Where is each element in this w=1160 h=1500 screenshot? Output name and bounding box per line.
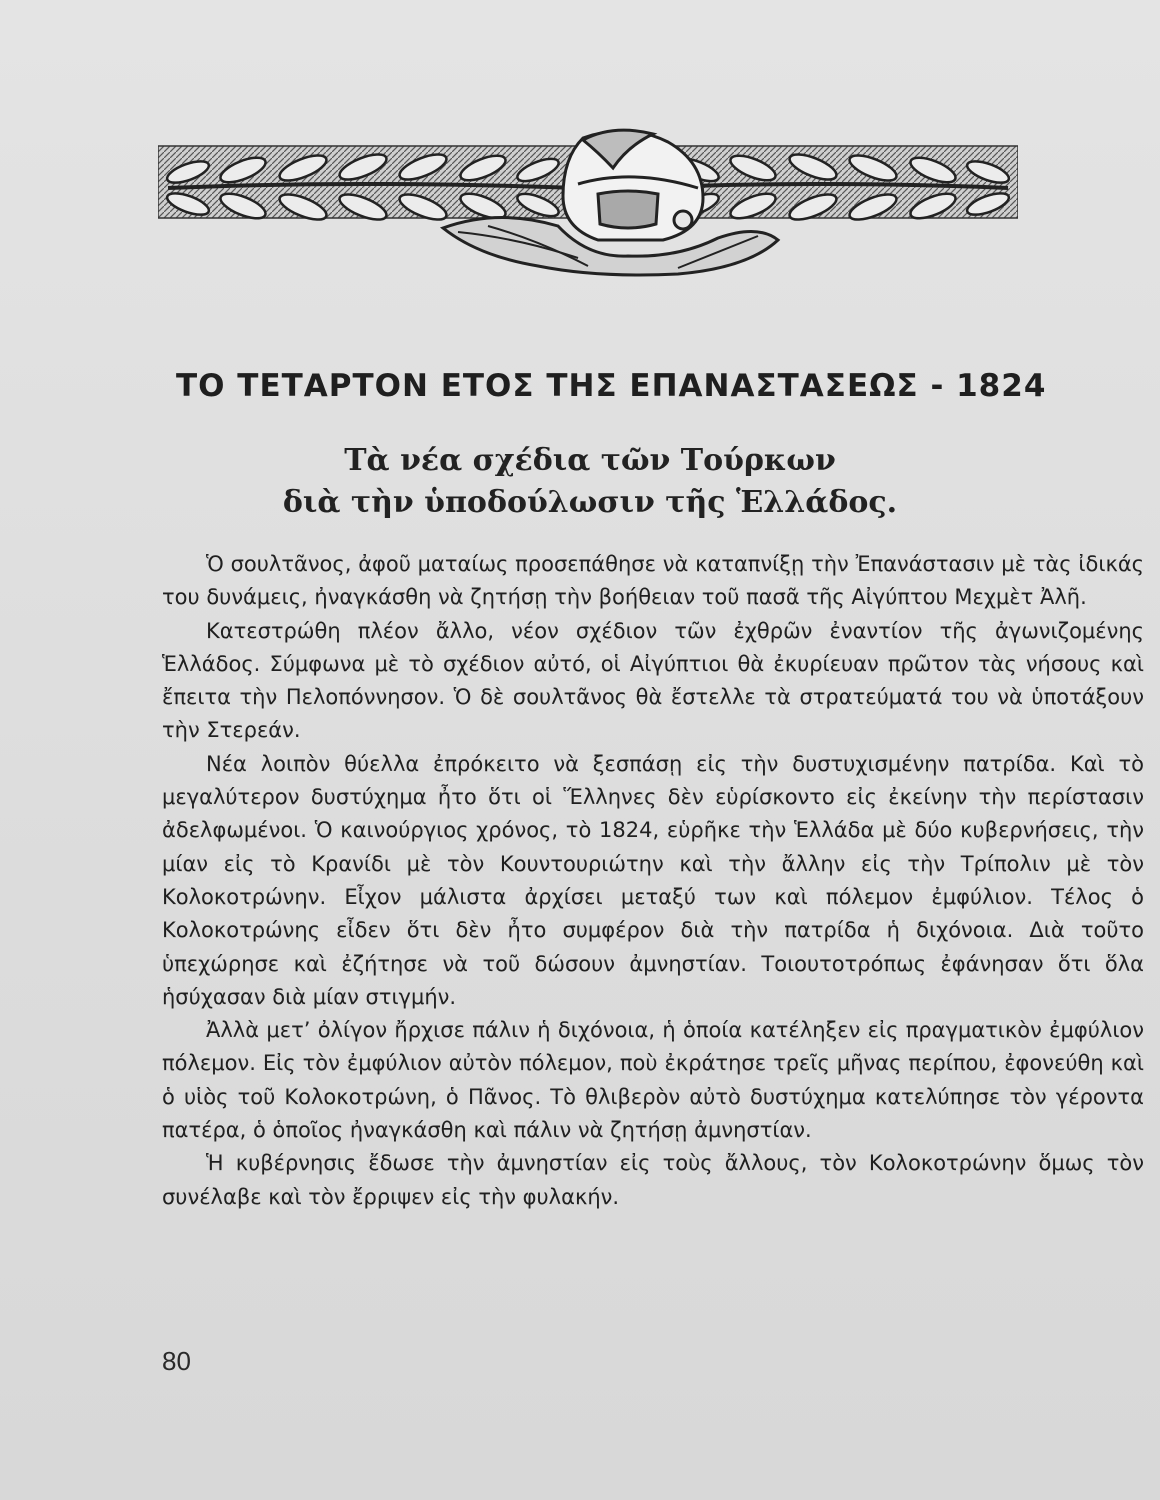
- paragraph: Ἡ κυβέρνησις ἔδωσε τὴν ἀμνηστίαν εἰς τοὺς ἄλλους, τὸν Κολοκοτρώνην ὅμως τὸν συνέλαβε καὶ τὸν ἔρριψεν εἰς τὴν φυλακήν.: [162, 1151, 1144, 1209]
- subtitle-line-1: Τὰ νέα σχέδια τῶν Τούρκων: [344, 443, 836, 478]
- chapter-subtitle: [230, 440, 950, 524]
- subtitle-line-2: διὰ τὴν ὑποδούλωσιν τῆς Ἑλλάδος.: [282, 485, 898, 520]
- paragraph: Ὁ σουλτᾶνος, ἀφοῦ ματαίως προσεπάθησε νὰ καταπνίξῃ τὴν Ἐπανάστασιν μὲ τὰς ἰδικάς του δυνάμεις, ἠναγκάσθη νὰ ζητήσῃ τὴν βοήθειαν τοῦ πασᾶ τῆς Αἰγύπτου Μεχμὲτ Ἀλῆ.: [162, 552, 1144, 610]
- body-text: [162, 548, 1144, 1214]
- page-number: 80: [162, 1346, 191, 1376]
- helmet-laurel-ornament-icon: [158, 128, 1018, 278]
- chapter-title: ΤΟ ΤΕΤΑΡΤΟΝ ΕΤΟΣ ΤΗΣ ΕΠΑΝΑΣΤΑΣΕΩΣ - 1824: [176, 368, 1047, 404]
- paragraph: Κατεστρώθη πλέον ἄλλο, νέον σχέδιον τῶν ἐχθρῶν ἐναντίον τῆς ἀγωνιζομένης Ἑλλάδος. Σύμφωνα μὲ τὸ σχέδιον αὐτό, οἱ Αἰγύπτιοι θὰ ἐκυρίευαν πρῶτον τὰς νήσους καὶ ἔπειτα τὴν Πελοπόννησον. Ὁ δὲ σουλτᾶνος θὰ ἔστελλε τὰ στρατεύματά του νὰ ὑποτάξουν τὴν Στερεάν.: [162, 618, 1144, 743]
- paragraph: Νέα λοιπὸν θύελλα ἐπρόκειτο νὰ ξεσπάσῃ εἰς τὴν δυστυχισμένην πατρίδα. Καὶ τὸ μεγαλύτερον δυστύχημα ἦτο ὅτι οἱ Ἕλληνες δὲν εὑρίσκοντο εἰς ἐκείνην τὴν περίστασιν ἀδελφωμένοι. Ὁ καινούργιος χρόνος, τὸ 1824, εὑρῆκε τὴν Ἑλλάδα μὲ δύο κυβερνήσεις, τὴν μίαν εἰς τὸ Κρανίδι μὲ τὸν Κουντουριώτην καὶ τὴν ἄλλην εἰς τὴν Τρίπολιν μὲ τὸν Κολοκοτρώνην. Εἶχον μάλιστα ἀρχίσει μεταξύ των καὶ πόλεμον ἐμφύλιον. Τέλος ὁ Κολοκοτρώνης εἶδεν ὅτι δὲν ἦτο συμφέρον διὰ τὴν πατρίδα ἡ διχόνοια. Διὰ τοῦτο ὑπεχώρησε καὶ ἐζήτησε νὰ τοῦ δώσουν ἀμνηστίαν. Τοιουτοτρόπως ἐφάνησαν ὅτι ὅλα ἡσύχασαν διὰ μίαν στιγμήν.: [162, 751, 1144, 1009]
- paragraph: Ἀλλὰ μετ’ ὀλίγον ἤρχισε πάλιν ἡ διχόνοια, ἡ ὁποία κατέληξεν εἰς πραγματικὸν ἐμφύλιον πόλεμον. Εἰς τὸν ἐμφύλιον αὐτὸν πόλεμον, ποὺ ἐκράτησε τρεῖς μῆνας περίπου, ἐφονεύθη καὶ ὁ υἱὸς τοῦ Κολοκοτρώνη, ὁ Πᾶνος. Τὸ θλιβερὸν αὐτὸ δυστύχημα κατελύπησε τὸν γέροντα πατέρα, ὁ ὁποῖος ἠναγκάσθη καὶ πάλιν νὰ ζητήσῃ ἀμνηστίαν.: [162, 1018, 1144, 1143]
